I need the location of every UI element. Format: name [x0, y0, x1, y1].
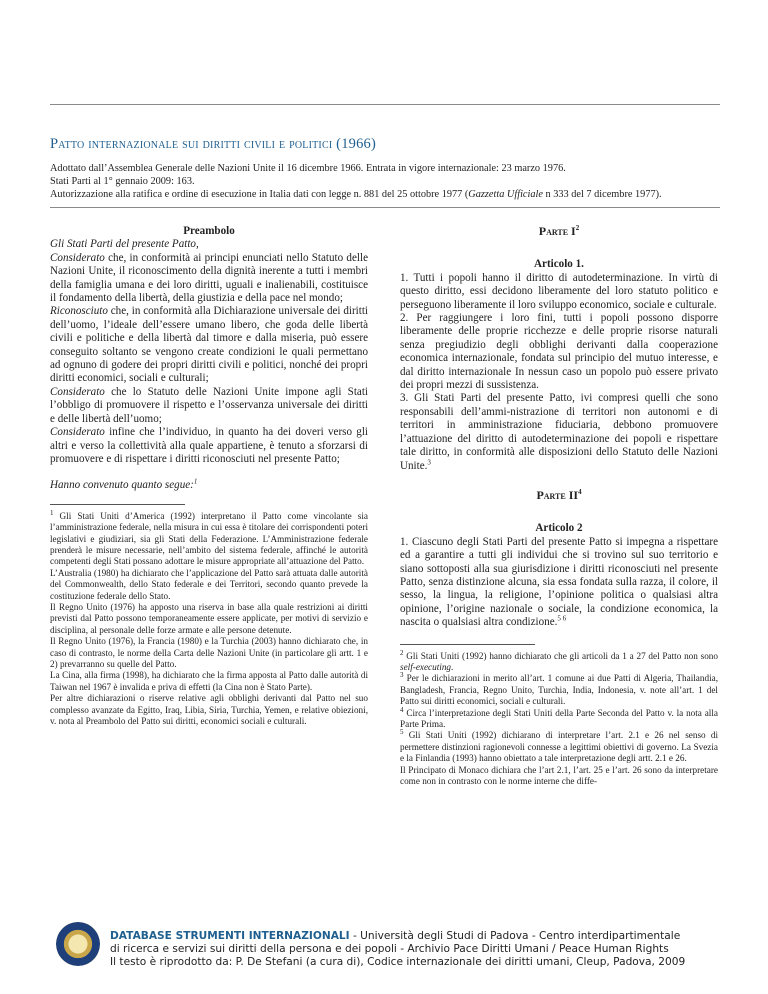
footnote-item: Per altre dichiarazioni o riserve relative agli obblighi derivanti dal Patto nel suo complesso avanzate da Egitto, Iraq, Libia, Siria, Turchia, Yemen, e relative obiezioni, v. nota al Preambolo del Patto sui diritti, economici sociali e culturali.	[50, 693, 368, 727]
footnote-separator	[50, 504, 185, 505]
preamble-clause: Considerato infine che l’individuo, in quanto ha dei doveri verso gli altri e verso la collettività alla quale appartiene, è tenuto a sforzarsi di promuovere e di rispettare i diritti riconosciuti nel presente Patto;	[50, 426, 368, 465]
article-1-para: 1. Tutti i popoli hanno il diritto di autodeterminazione. In virtù di questo diritto, essi decidono liberamente del loro statuto politico e perseguono liberamente il loro sviluppo economico, sociale e culturale.	[400, 271, 718, 311]
ratification-line: Autorizzazione alla ratifica e ordine di esecuzione in Italia dati con legge n. 881 del 25 ottobre 1977 (Gazzetta Ufficiale n 333 del 7 dicembre 1977).	[50, 189, 662, 200]
footnote-item: Il Regno Unito (1976), la Francia (1980) e la Turchia (2003) hanno dichiarato che, in caso di contrasto, le norme della Carta delle Nazioni Unite (in particolare gli artt. 1 e 2) prevarranno su quelle del Patto.	[50, 636, 368, 669]
document-intro	[50, 162, 725, 201]
footer-line: Il testo è riprodotto da: P. De Stefani (a cura di), Codice internazionale dei diritti umani, Cleup, Padova, 2009	[110, 956, 686, 969]
part-one-heading: Parte $I^2$	[538, 224, 580, 238]
footnote-item: $^4$ Circa l’interpretazione degli Stati Uniti della Parte Seconda del Patto v. la nota alla Parte Prima.	[400, 705, 718, 729]
left-column	[50, 225, 368, 727]
section-rule	[50, 207, 720, 208]
adoption-line: Adottato dall’Assemblea Generale delle Nazioni Unite il 16 dicembre 1966. Entrata in vigore internazionale: 23 marzo 1976.	[50, 163, 566, 174]
right-column	[400, 225, 718, 787]
preamble-clause: Considerato che, in conformità ai principi enunciati nello Statuto delle Nazioni Unite, il riconoscimento della dignità inerente a tutti i membri della famiglia umana e dei loro diritti, uguali e inalienabili, costituisce il fondamento della libertà, della giustizia e della pace nel mondo;	[50, 251, 368, 305]
footer-line: di ricerca e servizi sui diritti della persona e dei popoli - Archivio Pace Diritti Umani / Peace Human Rights	[110, 943, 669, 956]
agreed-line: Hanno convenuto quanto segue:$^1$	[50, 477, 198, 492]
footnote-separator	[400, 644, 535, 645]
footnote-item: L’Australia (1980) ha dichiarato che l’applicazione del Patto sarà attuata dalle autorità del Commonwealth, dello Stato federale e dei Territori, secondo quanto prevede la costituzione federale dello Stato.	[50, 567, 368, 601]
document-title: Patto internazionale sui diritti civili e politici (1966)	[50, 136, 377, 152]
footnote-item: $^2$ Gli Stati Uniti (1992) hanno dichiarato che gli articoli da 1 a 27 del Patto non sono self-executing.	[400, 648, 718, 672]
top-rule	[50, 104, 720, 105]
part-two-heading: Parte $II^4$	[536, 487, 582, 502]
article-2-para: 1. Ciascuno degli Stati Parti del presente Patto si impegna a rispettare ed a garantire a tutti gli individui che si trovino sul suo territorio e siano sottoposti alla sua giurisdizione i diritti riconosciuti nel presente Patto, senza distinzione alcuna, sia essa fondata sulla razza, il colore, il sesso, la lingua, la religione, l’opinione politica o qualsiasi altra opinione, l’origine nazionale o sociale, la condizione economica, la nascita o qualsiasi altra condizione.$^{5 6}$	[400, 535, 718, 629]
article-1-para: 2. Per raggiungere i loro fini, tutti i popoli possono disporre liberamente delle proprie ricchezze e delle proprie risorse naturali senza pregiudizio degli obblighi derivanti dalla cooperazione economica internazionale, fondata sul principio del mutuo interesse, e dal diritto internazionale In nessun caso un popolo può essere privato dei propri mezzi di sussistenza.	[400, 312, 718, 392]
footnote-item: $^5$ Gli Stati Uniti (1992) dichiarano di interpretare l’art. 2.1 e 26 nel senso di permettere distinzioni ragionevoli connesse a legittimi obiettivi di governo. La Svezia e la Finlandia (1993) hanno obiettato a tale interpretazione degli artt. 2.1 e 26.	[400, 728, 718, 764]
preamble-clause: Riconosciuto che, in conformità alla Dichiarazione universale dei diritti dell’uomo, l’ideale dell’essere umano libero, che goda delle libertà civili e politiche e della libertà dal timore e dalla miseria, può essere conseguito soltanto se vengono create condizioni le quali permettano ad ognuno di godere dei propri diritti civili e politici, nonché dei propri diritti economici, sociali e culturali;	[50, 305, 368, 385]
right-footnotes	[400, 648, 718, 788]
footnote-item: Il Regno Unito (1976) ha apposto una riserva in base alla quale restrizioni ai diritti previsti dal Patto possono temporaneamente essere applicate, per motivi di servizio e disciplina, al personale delle forze armate e alle persone detenute.	[50, 601, 368, 635]
article-1-para: 3. Gli Stati Parti del presente Patto, ivi compresi quelli che sono responsabili dell’ammi-nistrazione di territori non autonomi e di territori in amministrazione fiduciaria, debbono promuovere l’attuazione del diritto di autodeterminazione dei popoli e rispettare tale diritto, in conformità alle disposizioni dello Statuto delle Nazioni Unite.$^3$	[400, 392, 718, 472]
footnote-item: $^3$ Per le dichiarazioni in merito all’art. 1 comune ai due Patti di Algeria, Thailandia, Bangladesh, Francia, Regno Unito, Turchia, India, Indonesia, v. note all’art. 1 del Patto sui diritti economici, sociali e culturali.	[400, 671, 718, 707]
footnote-item: La Cina, alla firma (1998), ha dichiarato che la firma apposta al Patto dalle autorità di Taiwan nel 1967 è invalida e priva di effetti (la Cina non è Stato Parte).	[50, 670, 368, 692]
preamble-heading: Preambolo	[183, 225, 235, 237]
footnote-item: $^1$ Gli Stati Uniti d’America (1992) interpretano il Patto come vincolante sia l’amministrazione federale, nella misura in cui essa è titolare dei corrispondenti poteri legislativi e giudiziari, sia gli Stati della Federazione. L’Amministrazione federale prenderà le misure necessarie, nell’ambito del sistema federale, affinché le autorità competenti degli Stati possano adottare le misure appropriate all’attuazione del Patto.	[50, 508, 368, 567]
article-2-heading: Articolo 2	[535, 522, 583, 535]
preamble-opening: Gli Stati Parti del presente Patto,	[50, 238, 199, 251]
preamble-clause: Considerato che lo Statuto delle Nazioni Unite impone agli Stati l’obbligo di promuovere il rispetto e l’osservanza universale dei diritti e delle libertà dell’uomo;	[50, 385, 368, 425]
states-parties-line: Stati Parti al 1° gennaio 2009: 163.	[50, 176, 195, 187]
university-seal-icon	[56, 922, 100, 966]
article-1-heading: Articolo 1.	[534, 258, 584, 271]
footnote-item: Il Principato di Monaco dichiara che l’art 2.1, l’art. 25 e l’art. 26 sono da interpretare come non in contrasto con le norme interne che diffe-	[400, 764, 718, 787]
left-footnotes	[50, 508, 368, 728]
footer-line: DATABASE STRUMENTI INTERNAZIONALI - Università degli Studi di Padova - Centro interdipartimentale	[110, 930, 681, 942]
page-footer	[110, 930, 720, 970]
